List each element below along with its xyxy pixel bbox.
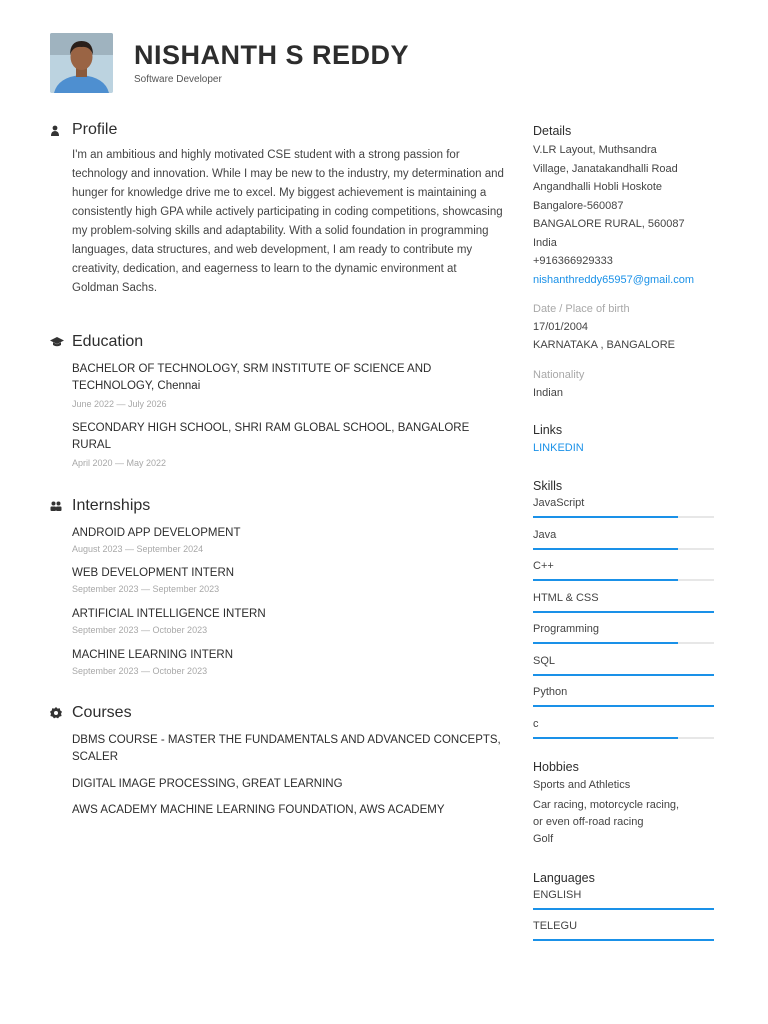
internships-heading: Internships xyxy=(72,497,151,514)
course-entry xyxy=(72,732,505,766)
address-block xyxy=(533,141,723,252)
profile-heading: Profile xyxy=(72,121,118,138)
profile-photo xyxy=(50,33,113,93)
education-title: SECONDARY HIGH SCHOOL, SHRI RAM GLOBAL SCHOOL, BANGALORE RURAL xyxy=(72,422,470,451)
skill-level-bar xyxy=(533,642,678,644)
hobbies-heading: Hobbies xyxy=(533,760,579,774)
birth-label: Date / Place of birth xyxy=(533,302,630,315)
language-name: ENGLISH xyxy=(533,888,582,901)
education-title: BACHELOR OF TECHNOLOGY, SRM INSTITUTE OF SCIENCE AND TECHNOLOGY, Chennai xyxy=(72,363,432,392)
internship-dates: September 2023 — September 2023 xyxy=(72,584,220,594)
skills-list xyxy=(533,495,723,747)
skill-level-bar xyxy=(533,579,678,581)
skill-item xyxy=(533,558,723,590)
skill-name: Java xyxy=(533,528,557,541)
language-track xyxy=(533,908,714,910)
person-icon xyxy=(50,125,72,136)
skill-name: Programming xyxy=(533,623,600,635)
skill-track xyxy=(533,611,714,613)
skill-name: SQL xyxy=(533,654,556,667)
address-line: Bangalore-560087 xyxy=(533,199,624,212)
course-entry xyxy=(72,802,505,819)
skill-track xyxy=(533,705,714,707)
internship-dates: September 2023 — October 2023 xyxy=(72,625,208,635)
course-entry xyxy=(72,776,505,793)
skills-heading: Skills xyxy=(533,479,563,493)
internship-title: MACHINE LEARNING INTERN xyxy=(72,649,234,661)
birth-date: 17/01/2004 xyxy=(533,320,589,333)
linkedin-link[interactable]: LINKEDIN xyxy=(533,442,584,454)
internship-entry xyxy=(72,606,505,637)
skill-track xyxy=(533,737,714,739)
skill-level-bar xyxy=(533,516,678,518)
language-name: TELEGU xyxy=(533,920,578,932)
language-track xyxy=(533,939,714,941)
address-line: V.LR Layout, Muthsandra xyxy=(533,144,657,156)
courses-heading: Courses xyxy=(72,704,132,721)
main-column xyxy=(50,120,505,819)
education-dates: April 2020 — May 2022 xyxy=(72,458,167,468)
skill-item xyxy=(533,653,723,685)
links-heading: Links xyxy=(533,423,563,437)
badge-icon xyxy=(50,707,72,719)
course-title: DIGITAL IMAGE PROCESSING, GREAT LEARNING xyxy=(72,778,343,790)
skill-item xyxy=(533,716,723,748)
education-section-header xyxy=(50,332,505,352)
internship-entry xyxy=(72,565,505,596)
internship-entry xyxy=(72,647,505,678)
birth-place: KARNATAKA , BANGALORE xyxy=(533,339,676,351)
skill-level-bar xyxy=(533,674,714,676)
internship-dates: September 2023 — October 2023 xyxy=(72,666,208,676)
language-item xyxy=(533,918,723,950)
address-line: India xyxy=(533,236,557,249)
skill-track xyxy=(533,642,714,644)
phone-number: +916366929333 xyxy=(533,255,613,267)
internship-entry xyxy=(72,525,505,556)
education-entry xyxy=(72,420,505,470)
skill-item xyxy=(533,495,723,527)
candidate-name: NISHANTH S REDDY xyxy=(134,40,410,70)
skill-name: HTML & CSS xyxy=(533,591,599,604)
address-line: BANGALORE RURAL, 560087 xyxy=(533,218,685,230)
people-icon xyxy=(50,501,72,511)
education-dates: June 2022 — July 2026 xyxy=(72,399,167,409)
skill-level-bar xyxy=(533,611,714,613)
details-heading: Details xyxy=(533,124,572,138)
skill-item xyxy=(533,684,723,716)
internship-dates: August 2023 — September 2024 xyxy=(72,544,204,554)
internship-title: WEB DEVELOPMENT INTERN xyxy=(72,567,235,579)
job-title: Software Developer xyxy=(134,74,222,85)
education-entry xyxy=(72,361,505,411)
skill-name: Python xyxy=(533,686,568,698)
address-line: Village, Janatakandhalli Road xyxy=(533,162,678,175)
nationality: Indian xyxy=(533,386,563,399)
skill-name: JavaScript xyxy=(533,497,585,509)
hobby-line: Sports and Athletics xyxy=(533,779,631,791)
skill-item xyxy=(533,621,723,653)
graduation-cap-icon xyxy=(50,337,72,347)
profile-section-header xyxy=(50,120,505,140)
side-column xyxy=(533,122,723,950)
language-level-bar xyxy=(533,908,714,910)
courses-section-header xyxy=(50,703,505,723)
skill-item xyxy=(533,590,723,622)
skill-level-bar xyxy=(533,737,678,739)
education-heading: Education xyxy=(72,333,144,350)
internship-title: ANDROID APP DEVELOPMENT xyxy=(72,527,241,539)
nationality-label: Nationality xyxy=(533,368,585,381)
skill-track xyxy=(533,579,714,581)
skill-track xyxy=(533,674,714,676)
profile-text: I'm an ambitious and highly motivated CSE student with a strong passion for technology and innovation. While I may be new to the industry, my determination and hunger for knowledge drive me to excel. My biggest achievement is maintaining a consistently high GPA while actively participating in coding competitions, showcasing my problem-solving skills and adaptability. With a solid foundation in programming languages, data structures, and web development, I am ready to contribute my creativity, dedication, and eagerness to learn to the dynamic environment at Goldman Sachs. xyxy=(72,149,504,294)
hobby-line: or even off-road racing xyxy=(533,816,644,828)
skill-name: C++ xyxy=(533,560,554,572)
internship-title: ARTIFICIAL INTELLIGENCE INTERN xyxy=(72,608,266,620)
email-link[interactable]: nishanthreddy65957@gmail.com xyxy=(533,273,694,286)
language-item xyxy=(533,887,723,919)
languages-heading: Languages xyxy=(533,870,595,885)
internships-section-header xyxy=(50,496,505,516)
skill-level-bar xyxy=(533,548,678,550)
language-level-bar xyxy=(533,939,714,941)
skill-level-bar xyxy=(533,705,714,707)
skill-item xyxy=(533,527,723,559)
course-title: DBMS COURSE - MASTER THE FUNDAMENTALS AND ADVANCED CONCEPTS, SCALER xyxy=(72,734,501,763)
hobby-line: Car racing, motorcycle racing, xyxy=(533,798,680,811)
skill-name: c xyxy=(533,717,539,730)
languages-list xyxy=(533,887,723,950)
skill-track xyxy=(533,548,714,550)
skill-track xyxy=(533,516,714,518)
course-title: AWS ACADEMY MACHINE LEARNING FOUNDATION, AWS ACADEMY xyxy=(72,804,445,816)
hobby-line: Golf xyxy=(533,833,554,845)
address-line: Angandhalli Hobli Hoskote xyxy=(533,181,663,193)
